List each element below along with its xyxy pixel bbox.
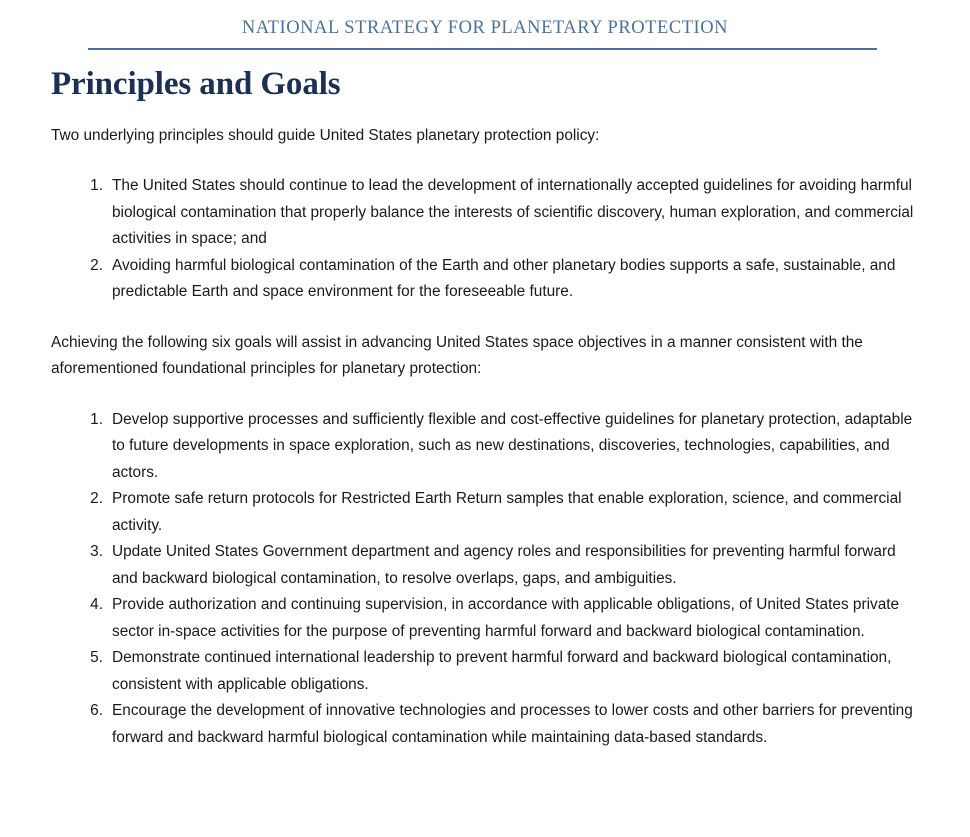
list-item-text: Avoiding harmful biological contamination of the Earth and other planetary bodies supports a safe, sustainable, and predictable Earth and space environment for the foreseeable future. xyxy=(112,256,896,301)
running-head xyxy=(0,0,970,39)
principles-intro-paragraph: Two underlying principles should guide United States planetary protection policy: xyxy=(51,126,600,144)
principles-list xyxy=(51,173,920,306)
list-marker: 5. xyxy=(90,649,103,667)
list-item-text: Provide authorization and continuing supervision, in accordance with applicable obligations, of United States private sector in-space activities for the purpose of preventing harmful forward and backward biological contamination. xyxy=(112,596,900,640)
list-marker: 1. xyxy=(90,410,103,428)
goals-list xyxy=(51,407,920,752)
list-marker: 6. xyxy=(90,702,103,720)
list-item-text: The United States should continue to lead the development of internationally accepted guidelines for avoiding harmful biological contamination that properly balance the interests of scientific discovery, human exploration, and commercial activities in space; and xyxy=(112,177,914,248)
list-item-text: Promote safe return protocols for Restricted Earth Return samples that enable exploration, science, and commercial activity. xyxy=(112,490,902,534)
list-item xyxy=(51,253,920,306)
goals-intro-paragraph: Achieving the following six goals will assist in advancing United States space objectives in a manner consistent with the aforementioned foundational principles for planetary protection: xyxy=(51,333,863,378)
list-marker: 4. xyxy=(90,596,103,614)
list-item-text: Demonstrate continued international leadership to prevent harmful forward and backward biological contamination, consistent with applicable obligations. xyxy=(112,649,892,693)
list-item xyxy=(51,698,920,751)
list-item-text: Encourage the development of innovative technologies and processes to lower costs and other barriers for preventing forward and backward harmful biological contamination while maintaining data-based standards. xyxy=(112,702,913,746)
page-title: Principles and Goals xyxy=(51,66,341,102)
running-head-text: NATIONAL STRATEGY FOR PLANETARY PROTECTION xyxy=(241,18,729,38)
list-marker: 2. xyxy=(90,490,103,508)
list-item xyxy=(51,407,920,487)
list-marker: 3. xyxy=(90,543,103,561)
list-item xyxy=(51,645,920,698)
list-marker: 1. xyxy=(90,177,103,195)
list-item xyxy=(51,592,920,645)
list-item xyxy=(51,173,920,253)
list-item xyxy=(51,539,920,592)
list-item-text: Update United States Government department and agency roles and responsibilities for preventing harmful forward and backward biological contamination, to resolve overlaps, gaps, and ambiguities. xyxy=(112,543,896,587)
list-marker: 2. xyxy=(90,256,103,274)
list-item xyxy=(51,486,920,539)
list-item-text: Develop supportive processes and sufficiently flexible and cost-effective guidelines for planetary protection, adaptable to future developments in space exploration, such as new destinations, discoveries, technologies, capabilities, and actors. xyxy=(112,410,913,481)
header-divider-rule xyxy=(88,48,877,50)
document-content xyxy=(0,66,920,751)
